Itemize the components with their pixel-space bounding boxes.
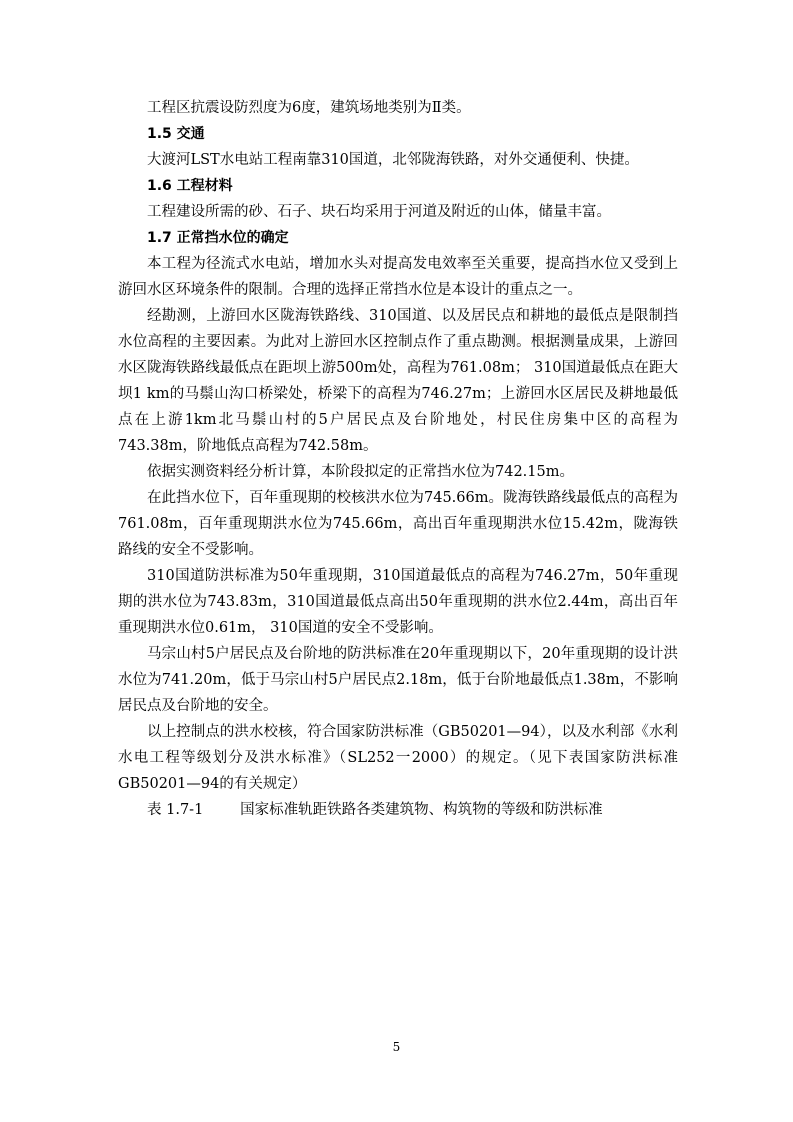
- paragraph-traffic: 大渡河LST水电站工程南靠310国道，北邻陇海铁路，对外交通便利、快捷。: [147, 152, 639, 168]
- paragraph-4: 在此挡水位下，百年重现期的校核洪水位为745.66m。陇海铁路线最低点的高程为761.08m，百年重现期洪水位为745.66m，高出百年重现期洪水位15.42m，陇海铁路线的安全不受影响。: [118, 490, 678, 558]
- paragraph-1: 本工程为径流式水电站，增加水头对提高发电效率至关重要，提高挡水位又受到上游回水区环境条件的限制。合理的选择正常挡水位是本设计的重点之一。: [118, 256, 678, 298]
- body-text: [118, 95, 678, 823]
- paragraph-6: 马宗山村5户居民点及台阶地的防洪标准在20年重现期以下，20年重现期的设计洪水位为741.20m，低于马宗山村5户居民点2.18m，低于台阶地最低点1.38m，不影响居民点及台阶地的安全。: [118, 646, 678, 714]
- heading-traffic: 1.5 交通: [147, 126, 205, 142]
- paragraph-3: 依据实测资料经分析计算，本阶段拟定的正常挡水位为742.15m。: [147, 464, 574, 480]
- table-caption: 表 1.7-1 国家标准轨距铁路各类建筑物、构筑物的等级和防洪标准: [147, 802, 603, 818]
- heading-water-level: 1.7 正常挡水位的确定: [147, 230, 289, 246]
- heading-materials: 1.6 工程材料: [147, 178, 233, 194]
- paragraph-2: 经勘测，上游回水区陇海铁路线、310国道、以及居民点和耕地的最低点是限制挡水位高程的主要因素。为此对上游回水区控制点作了重点勘测。根据测量成果，上游回水区陇海铁路线最低点在距坝上游500m处，高程为761.08m； 310国道最低点在距大坝1 km的马鬃山沟口桥梁处，桥梁下的高程为746.27m；上游回水区居民及耕地最低点在上游1km北马鬃山村的5户居民点及台阶地处，村民住房集中区的高程为743.38m，阶地低点高程为742.58m。: [118, 308, 678, 454]
- paragraph-5: 310国道防洪标准为50年重现期，310国道最低点的高程为746.27m，50年重现期的洪水位为743.83m，310国道最低点高出50年重现期的洪水位2.44m，高出百年重现期洪水位0.61m， 310国道的安全不受影响。: [118, 568, 678, 636]
- page-number: 5: [392, 1040, 401, 1054]
- paragraph-seismic: 工程区抗震设防烈度为6度，建筑场地类别为Ⅱ类。: [147, 100, 471, 116]
- paragraph-7: 以上控制点的洪水校核，符合国家防洪标准（GB50201—94），以及水利部《水利水电工程等级划分及洪水标准》（SL252一2000）的规定。（见下表国家防洪标准GB50201—94的有关规定）: [118, 724, 678, 792]
- paragraph-materials: 工程建设所需的砂、石子、块石均采用于河道及附近的山体，储量丰富。: [147, 204, 611, 220]
